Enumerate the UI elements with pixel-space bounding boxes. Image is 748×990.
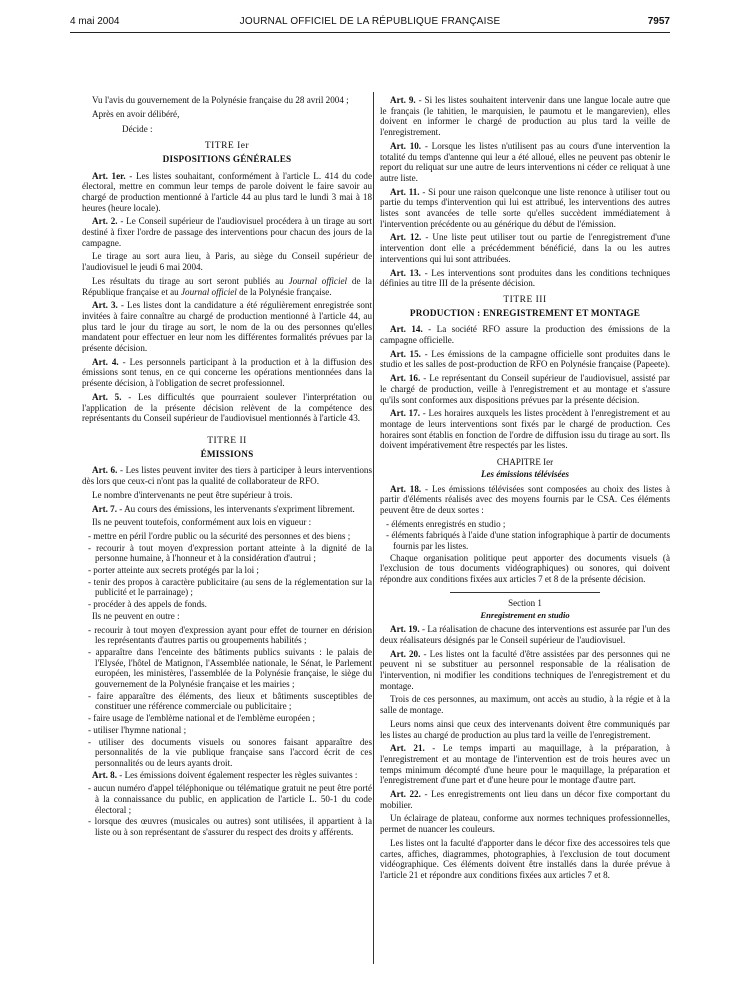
article-9 [380,95,670,138]
journal-name: Journal officiel [180,286,237,297]
article-text: - Lorsque les listes n'utilisent pas au cours d'une intervention la totalité du temps d'antenne qui leur a été alloué, elles ne peuvent pas obtenir le report du reliquat sur une autre de leurs interventions ni céder ce reliquat à une autre liste. [380,140,671,183]
article-18 [380,484,670,516]
header-rule [70,32,670,33]
list-item: - faire usage de l'emblème national et de l'emblème européen ; [88,713,315,724]
section-1-subtitle: Enregistrement en studio [480,609,570,620]
article-20-p2: Trois de ces personnes, au maximum, ont accès au studio, à la régie et à la salle de montage. [380,694,670,716]
article-label: Art. 19. [390,624,420,635]
list-item: - faire apparaître des éléments, des lieux et bâtiments susceptibles de constituer une référence commerciale ou publicitaire ; [88,690,372,712]
paragraph-decide: Décide : [122,124,153,135]
article-13 [380,268,670,289]
titre-1-subtitle: DISPOSITIONS GÉNÉRALES [162,153,292,164]
article-label: Art. 12. [390,232,422,243]
titre-2-heading: TITRE II [207,435,247,446]
article-text: - Le représentant du Conseil supérieur de l'audiovisuel, assisté par le chargé de production, veille à l'enregistrement et au montage et s'assure qu'ils sont conformes aux dispositions prévues par la présente décision. [380,373,671,405]
left-column [82,95,372,839]
list-item: - éléments enregistrés en studio ; [386,518,506,529]
article-11 [380,187,670,230]
article-2-p2: Le tirage au sort aura lieu, à Paris, au siège du Conseil supérieur de l'audiovisuel le jeudi 6 mai 2004. [82,251,372,273]
list-item: - tenir des propos à caractère publicitaire (au sens de la réglementation sur la publicité et le parrainage) ; [88,576,372,598]
article-19 [380,624,670,645]
article-text: - Les interventions sont produites dans les conditions techniques définies au titre III de la présente décision. [380,267,671,289]
header-date: 4 mai 2004 [70,16,120,27]
text: de la Polynésie française. [236,286,332,297]
titre-2-subtitle: ÉMISSIONS [200,448,254,459]
paragraph-apres: Après en avoir délibéré, [92,108,180,119]
article-22 [380,789,670,810]
article-22-p3: Les listes ont la faculté d'apporter dans le décor fixe des accessoires tels que cartes, affiches, diagrammes, photographies, à l'exclusion de tout document vidéographique. Ces éléments doivent être installés dans la durée prévue à l'article 21 et répondre aux conditions fixées aux articles 7 et 8. [380,837,670,880]
article-text: - Les listes souhaitant, conformément à l'article L. 414 du code électoral, mettre en commun leur temps de parole doivent le faire savoir au chargé de production mentionné à l'article 44 au plus tard le lundi 3 mai à 18 heures (heure locale). [82,170,372,213]
article-label: Art. 20. [390,648,421,659]
header-journal-title: JOURNAL OFFICIEL DE LA RÉPUBLIQUE FRANÇAISE [239,16,501,27]
page-header [70,16,670,32]
list-item: - lorsque des œuvres (musicales ou autres) sont utilisées, il appartient à la liste ou à son représentant de s'assurer du respect des droits y afférents. [88,816,372,838]
article-20 [380,649,670,692]
article-text: - Les émissions de la campagne officielle sont produites dans le studio et les salles de post-production de RFO en Polynésie française (Papeete). [380,348,671,370]
article-label: Art. 18. [390,483,422,494]
list-item: - utiliser des documents visuels ou sonores faisant apparaître des personnalités de la vie publique française sans l'accord écrit de ces personnalités ou de leurs ayants droit. [88,736,372,768]
list-item: - porter atteinte aux secrets protégés par la loi ; [88,565,259,576]
article-15 [380,349,670,370]
article-3 [82,300,372,354]
journal-name: Journal officiel [288,275,348,286]
article-text: - La réalisation de chacune des interventions est assurée par l'un des deux réalisateurs désignés par le Conseil supérieur de l'audiovisuel. [380,624,671,645]
article-label: Art. 3. [92,300,118,311]
article-4 [82,357,372,389]
article-text: - Si pour une raison quelconque une liste renonce à utiliser tout ou partie du temps d'intervention qui lui est attribué, les interventions des autres listes sont avancées de telle sorte qu'elles succèdent immédiatement à l'intervention précédente ou au générique du début de l'émission. [380,186,670,229]
article-7 [82,504,372,515]
titre-3-subtitle: PRODUCTION : ENREGISTREMENT ET MONTAGE [409,307,641,318]
article-text: - Les enregistrements ont lieu dans un décor fixe comportant du mobilier. [380,789,670,810]
list-item: - utiliser l'hymne national ; [88,724,187,735]
article-label: Art. 22. [390,789,421,800]
chapitre-1-heading: CHAPITRE Ier [496,457,554,468]
article-text: - Si les listes souhaitent intervenir dans une langue locale autre que le français (le tahitien, le marquisien, le paumotu et le mangarevien), elles doivent en informer le chargé de production au plus tard la veille de l'enregistrement. [380,95,670,138]
section-1-heading: Section 1 [508,597,542,608]
article-label: Art. 4. [92,356,119,367]
article-21 [380,743,670,786]
article-6-p2: Le nombre d'intervenants ne peut être supérieur à trois. [92,489,293,500]
article-text: - La société RFO assure la production des émissions de la campagne officielle. [380,324,670,346]
article-text: - Une liste peut utiliser tout ou partie de l'enregistrement d'une intervention dont elle a précédemment bénéficié, dans la ou les autres interventions qui lui sont attribuées. [380,232,670,264]
list-item: - procéder à des appels de fonds. [88,599,207,610]
column-divider [373,92,374,964]
paragraph-vu: Vu l'avis du gouvernement de la Polynésie française du 28 avril 2004 ; [92,95,349,105]
article-label: Art. 10. [390,140,422,151]
article-18-p2: Chaque organisation politique peut apporter des documents visuels (à l'exclusion de tous documents vidéographiques) ou sonores, qui doivent répondre aux conditions fixées aux articles 7 et 8 de la présente décision. [380,552,670,585]
article-label: Art. 5. [92,391,122,402]
article-2 [82,216,372,248]
text: de la République française et au [82,275,372,297]
list-item: - éléments fabriqués à l'aide d'une station infographique à partir de documents fournis par les listes. [386,530,670,552]
article-text: - Les listes dont la candidature a été régulièrement enregistrée sont invitées à faire connaître au chargé de production mentionné à l'article 44, au plus tard le jour du tirage au sort, le nom de la ou des personnes qu'elles mandatent pour effectuer en leur nom les différentes formalités prévues par la présente décision. [82,300,373,354]
article-text: - Les émissions télévisées sont composées au choix des listes à partir d'éléments réalisés avec des moyens fournis par le CSA. Ces éléments peuvent être de deux sortes : [380,483,671,515]
article-label: Art. 7. [92,503,117,514]
article-10 [380,141,670,184]
header-page-number: 7957 [647,16,670,27]
article-text: - Les listes ont la faculté d'être assistées par des personnes qui ne peuvent ni se substituer au personnel responsable de la réalisation de l'intervention, ni modifier les conditions techniques de l'enregistrement et du montage. [380,648,671,691]
list-item: - recourir à tout moyen d'expression ayant pour effet de tourner en dérision les représentants d'autres partis ou groupements habilités ; [88,624,372,646]
article-20-p3: Leurs noms ainsi que ceux des intervenants doivent être communiqués par les listes au chargé de production au plus tard la veille de l'enregistrement. [380,718,670,740]
article-label: Art. 8. [92,769,117,780]
article-text: - Les difficultés que pourraient soulever l'interprétation ou l'application de la présente décision relèvent de la compétence des représentants du Conseil supérieur de l'audiovisuel mentionnés à l'article 43. [82,391,373,424]
article-text: - Le temps imparti au maquillage, à la préparation, à l'enregistrement et au montage de l'intervention est de trois heures avec un temps minimum décompté d'une heure pour le maquillage, la préparation et l'enregistrement d'une part et d'une heure pour le montage d'autre part. [380,743,670,786]
article-label: Art. 6. [92,465,118,476]
article-text: - Les émissions doivent également respecter les règles suivantes : [117,769,358,780]
list-item: - apparaître dans l'enceinte des bâtiments publics suivants : le palais de l'Elysée, l'hôtel de Matignon, l'Assemblée nationale, le Sénat, le Parlement européen, les ministères, l'assemblée de la Polynésie française, le siège du gouvernement de la Polynésie française et les mairies ; [88,646,372,690]
article-17 [380,408,670,451]
article-label: Art. 14. [390,324,423,335]
article-7-p3: Ils ne peuvent en outre : [92,610,180,621]
article-text: - Les horaires auxquels les listes procèdent à l'enregistrement et au montage de leurs interventions sont fixés par le chargé de production. Ces horaires sont établis en fonction de l'ordre de diffusion issu du tirage au sort. Ils doivent impérativement être respectés par les listes. [380,408,671,451]
article-5 [82,392,372,424]
article-text: - Au cours des émissions, les intervenants s'expriment librement. [117,503,355,514]
article-text: - Le Conseil supérieur de l'audiovisuel procédera à un tirage au sort destiné à fixer l'ordre de passage des interventions pour chacun des jours de la campagne. [82,216,372,248]
titre-3-heading: TITRE III [503,294,547,305]
article-14 [380,324,670,345]
article-text: - Les listes peuvent inviter des tiers à participer à leurs interventions dès lors que ceux-ci n'ont pas la qualité de collaborateur de RFO. [82,465,373,487]
article-1 [82,171,372,214]
article-22-p2: Un éclairage de plateau, conforme aux normes techniques professionnelles, permet de nuancer les couleurs. [380,813,670,835]
article-12 [380,232,670,264]
article-label: Art. 16. [390,373,421,384]
article-label: Art. 15. [390,348,421,359]
article-label: Art. 21. [390,743,425,754]
list-item: - recourir à tout moyen d'expression portant atteinte à la dignité de la personne humaine, à l'honneur et à la considération d'autrui ; [88,542,372,564]
titre-1-heading: TITRE Ier [204,141,250,152]
article-label: Art. 13. [390,267,421,278]
chapitre-1-subtitle: Les émissions télévisées [481,468,569,479]
article-text: - Les personnels participant à la production et à la diffusion des émissions sont tenus, en ce qui concerne les opérations mentionnées dans la présente décision, à l'obligation de secret professionnel. [82,356,373,389]
right-column [380,95,670,884]
list-item: - aucun numéro d'appel téléphonique ou télématique gratuit ne peut être porté à la connaissance du public, en application de l'article L. 50-1 du code électoral ; [88,783,372,815]
article-2-p3 [82,276,372,297]
article-6 [82,465,372,486]
article-7-p2: Ils ne peuvent toutefois, conformément aux lois en vigueur : [92,517,312,528]
list-item: - mettre en péril l'ordre public ou la sécurité des personnes et des biens ; [88,530,351,541]
section-rule [450,592,600,593]
article-label: Art. 1er. [92,170,126,181]
article-label: Art. 17. [390,408,421,419]
article-16 [380,373,670,405]
article-8 [82,770,372,781]
article-label: Art. 9. [390,95,416,105]
article-label: Art. 2. [92,216,118,227]
text: Les résultats du tirage au sort seront publiés au [92,275,289,286]
article-label: Art. 11. [390,186,420,197]
